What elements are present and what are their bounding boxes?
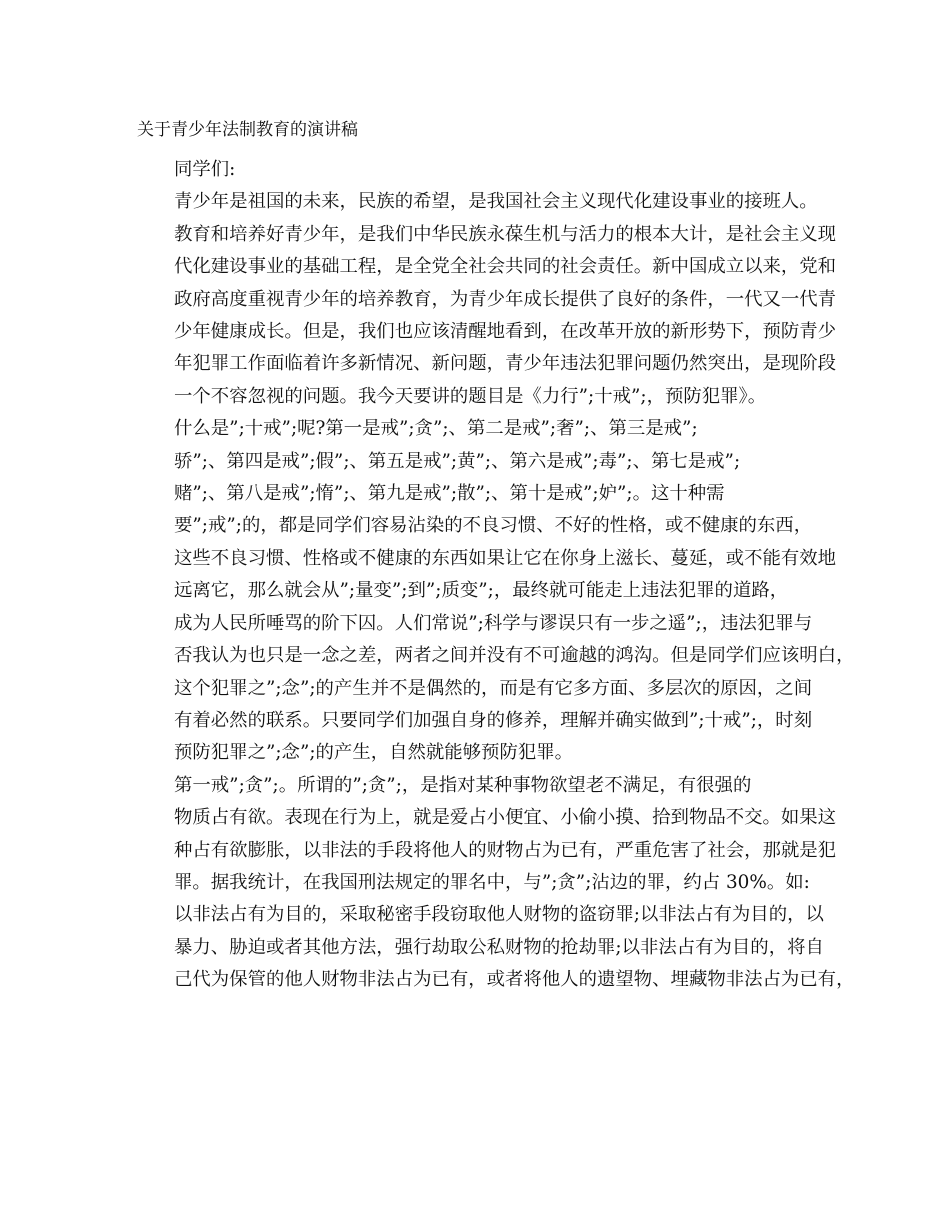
text-line: 一个不容忽视的问题。我今天要讲的题目是《力行”;十戒”;，预防犯罪》。 [174, 385, 767, 407]
salutation: 同学们: [174, 159, 236, 180]
text-line: 成为人民所唾骂的阶下囚。人们常说”;科学与谬误只有一步之遥”;，违法犯罪与 [174, 612, 813, 634]
paragraph-3 [137, 770, 855, 997]
text-line: 赌”;、第八是戒”;惰”;、第九是戒”;散”;、第十是戒”;妒”;。这十种需 [174, 483, 725, 505]
document-body [137, 154, 855, 997]
text-line: 年犯罪工作面临着许多新情况、新问题，青少年违法犯罪问题仍然突出，是现阶段 [174, 353, 837, 375]
text-line: 物质占有欲。表现在行为上，就是爱占小便宜、小偷小摸、拾到物品不交。如果这 [174, 807, 837, 829]
text-line: 骄”;、第四是戒”;假”;、第五是戒”;黄”;、第六是戒”;毒”;、第七是戒”; [174, 450, 741, 472]
text-line: 第一戒”;贪”;。所谓的”;贪”;，是指对某种事物欲望老不满足，有很强的 [174, 774, 752, 796]
text-line: 以非法占有为目的，采取秘密手段窃取他人财物的盗窃罪;以非法占有为目的，以 [174, 904, 824, 926]
text-line: 青少年是祖国的未来，民族的希望，是我国社会主义现代化建设事业的接班人。 [174, 191, 818, 213]
text-line: 种占有欲膨胀，以非法的手段将他人的财物占为已有，严重危害了社会，那就是犯 [174, 839, 837, 861]
text-line: 要”;戒”;的，都是同学们容易沾染的不良习惯、不好的性格，或不健康的东西， [174, 515, 813, 537]
text-line: 否我认为也只是一念之差，两者之间并没有不可逾越的鸿沟。但是同学们应该明白， [174, 645, 855, 667]
text-line: 暴力、胁迫或者其他方法，强行劫取公私财物的抢劫罪;以非法占有为目的，将自 [174, 936, 824, 958]
text-line: 代化建设事业的基础工程，是全党全社会共同的社会责任。新中国成立以来，党和 [174, 256, 837, 278]
text-line: 教育和培养好青少年，是我们中华民族永葆生机与活力的根本大计，是社会主义现 [174, 223, 837, 245]
paragraph-1 [137, 186, 837, 413]
text-line: 政府高度重视青少年的培养教育，为青少年成长提供了良好的条件，一代又一代青 [174, 288, 837, 310]
document-title: 关于青少年法制教育的演讲稿 [137, 120, 358, 140]
text-line: 这些不良习惯、性格或不健康的东西如果让它在你身上滋长、蔓延，或不能有效地 [174, 547, 837, 569]
text-line: 少年健康成长。但是，我们也应该清醒地看到，在改革开放的新形势下，预防青少 [174, 321, 837, 343]
text-line: 预防犯罪之”;念”;的产生，自然就能够预防犯罪。 [174, 742, 574, 764]
text-line: 这个犯罪之”;念”;的产生并不是偶然的，而是有它多方面、多层次的原因，之间 [174, 677, 813, 699]
paragraph-2 [137, 413, 855, 769]
text-line: 什么是”;十戒”;呢?第一是戒”;贪”;、第二是戒”;奢”;、第三是戒”; [174, 418, 698, 440]
text-line: 己代为保管的他人财物非法占为已有，或者将他人的遗望物、埋藏物非法占为已有， [174, 969, 855, 991]
text-line: 有着必然的联系。只要同学们加强自身的修养，理解并确实做到”;十戒”;，时刻 [174, 709, 813, 731]
text-line: 罪。据我统计，在我国刑法规定的罪名中，与”;贪”;沾边的罪，约占 30%。如: [174, 871, 810, 893]
text-line: 远离它，那么就会从”;量变”;到”;质变”;，最终就可能走上违法犯罪的道路， [174, 580, 789, 602]
